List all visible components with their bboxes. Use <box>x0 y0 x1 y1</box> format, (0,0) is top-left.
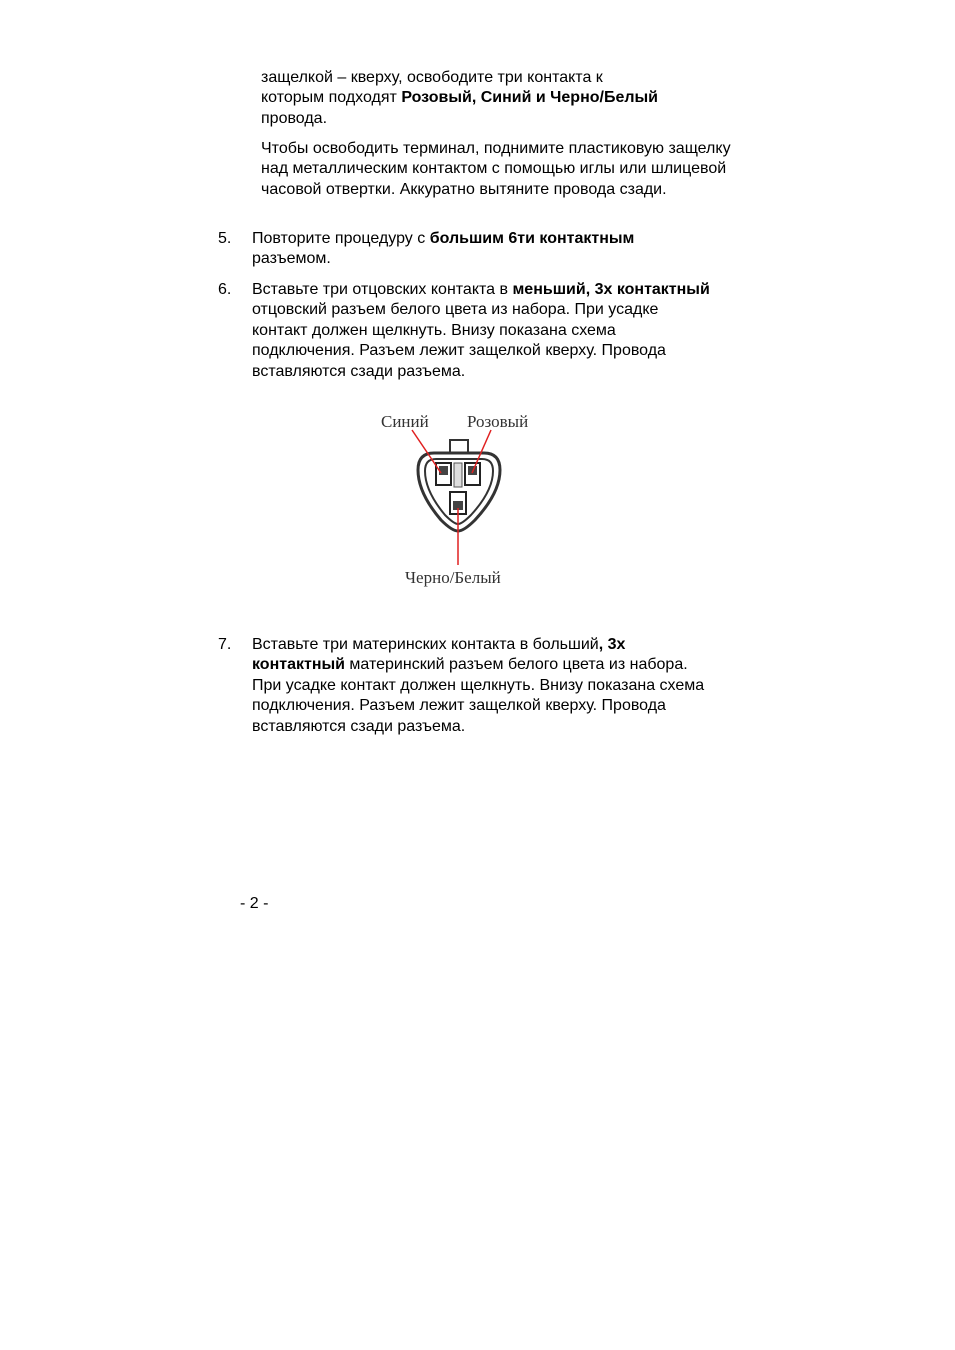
connector-drawing <box>372 405 552 595</box>
step-text-before: Вставьте три материнских контакта в больший <box>252 636 599 653</box>
step-text <box>252 280 718 382</box>
step-number: 5. <box>218 230 232 247</box>
intro-line-1: защелкой – кверху, освободите три контакта к <box>261 69 603 86</box>
step-text-bold: , 3х контактный <box>252 636 626 674</box>
step-6 <box>218 280 738 384</box>
step-number: 6. <box>218 281 232 298</box>
step-text-bold: меньший, 3х контактный <box>512 281 710 298</box>
step-text-before: Вставьте три отцовских контакта в <box>252 281 513 298</box>
step-text-after: разъемом. <box>252 250 331 268</box>
intro-line-2-prefix: которым подходят <box>261 89 402 107</box>
step-7 <box>218 635 738 739</box>
center-divider <box>454 463 462 487</box>
connector-diagram <box>372 405 552 595</box>
step-text-after: отцовский разъем белого цвета из набора. При усадке контакт должен щелкнуть. Внизу показана схема подключения. Разъем лежит защелкой кверху. Провода вставляются сзади разъема. <box>252 301 666 380</box>
step-text-after: материнский разъем белого цвета из набора. При усадке контакт должен щелкнуть. Внизу показана схема подключения. Разъем лежит защелкой кверху. Провода вставляются сзади разъема. <box>252 656 705 735</box>
intro-line-3: провода. <box>261 109 328 127</box>
contact-blue-pin <box>439 466 448 475</box>
intro-paragraph <box>261 68 741 129</box>
release-instructions: Чтобы освободить терминал, поднимите пластиковую защелку над металлическим контактом с помощью иглы или шлицевой часовой отвертки. Аккуратно вытяните провода сзади. <box>261 140 731 198</box>
label-black-white: Черно/Белый <box>405 568 501 587</box>
step-text-before: Повторите процедуру с <box>252 230 430 247</box>
step-5 <box>218 229 738 271</box>
step-text <box>252 229 692 270</box>
wire-colors-emphasis: Розовый, Синий и Черно/Белый <box>401 89 659 107</box>
step-text-bold: большим 6ти контактным <box>429 230 635 247</box>
step-number: 7. <box>218 636 232 653</box>
label-pink: Розовый <box>467 412 529 431</box>
label-blue: Синий <box>381 412 429 431</box>
page-number: - 2 - <box>240 895 269 912</box>
step-text <box>252 635 718 737</box>
